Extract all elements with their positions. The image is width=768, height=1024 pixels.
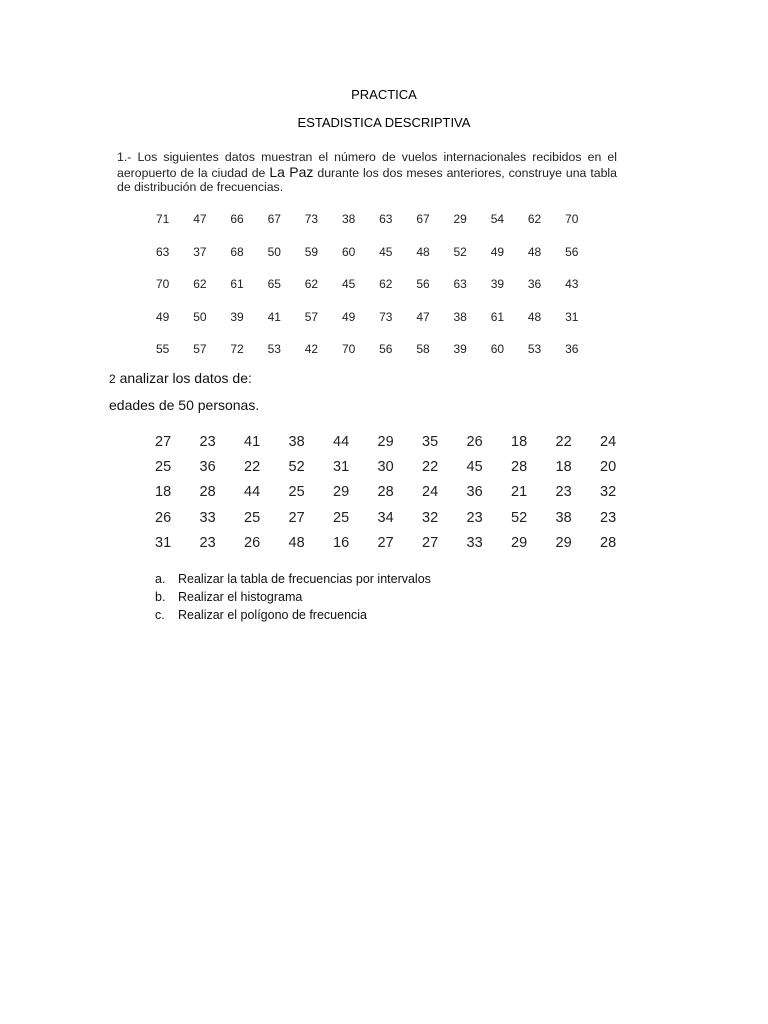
data-value-cell: 29 xyxy=(453,212,467,226)
data-value-cell: 61 xyxy=(230,277,244,292)
data-value-cell: 50 xyxy=(193,309,207,324)
data-value-cell: 48 xyxy=(416,244,430,259)
data-value-cell: 25 xyxy=(333,509,350,526)
task-item xyxy=(155,606,431,624)
data-value-cell: 48 xyxy=(288,534,305,551)
data-value-cell: 62 xyxy=(379,277,393,292)
task-marker: b. xyxy=(155,590,166,604)
data-value-cell: 27 xyxy=(288,509,305,526)
task-item xyxy=(155,588,431,606)
data-value-cell: 45 xyxy=(466,459,483,476)
data-value-cell: 38 xyxy=(453,309,467,324)
data-value-cell: 70 xyxy=(565,212,579,226)
data-value-cell: 70 xyxy=(341,342,356,357)
data-value-cell: 29 xyxy=(511,534,528,551)
data-value-cell: 35 xyxy=(422,434,439,450)
data-value-cell: 23 xyxy=(555,484,572,501)
data-value-cell: 72 xyxy=(230,342,244,357)
data-value-cell: 61 xyxy=(490,309,505,324)
data-value-cell: 23 xyxy=(199,434,216,450)
data-value-cell: 31 xyxy=(333,459,350,476)
data-value-cell: 58 xyxy=(416,342,430,357)
data-value-cell: 62 xyxy=(304,277,319,292)
data-value-cell: 22 xyxy=(555,434,572,450)
data-value-cell: 33 xyxy=(466,534,483,551)
task-marker: c. xyxy=(155,608,165,622)
data-value-cell: 44 xyxy=(333,434,350,450)
data-value-cell: 52 xyxy=(511,509,528,526)
data-value-cell: 45 xyxy=(341,277,356,292)
data-value-cell: 48 xyxy=(527,244,542,259)
task-item xyxy=(155,570,431,588)
data-value-cell: 39 xyxy=(490,277,505,292)
data-value-cell: 62 xyxy=(193,277,207,292)
data-value-cell: 23 xyxy=(199,534,216,551)
data-value-cell: 36 xyxy=(527,277,542,292)
data-value-cell: 71 xyxy=(156,212,170,226)
data-value-cell: 63 xyxy=(156,244,170,259)
data-value-cell: 24 xyxy=(422,484,439,501)
data-value-cell: 60 xyxy=(490,342,505,357)
exercise1-city: La Paz xyxy=(269,163,314,180)
data-value-cell: 41 xyxy=(267,309,281,324)
exercise2-subheading: edades de 50 personas. xyxy=(109,397,260,413)
data-value-cell: 63 xyxy=(453,277,467,292)
data-value-cell: 38 xyxy=(555,509,572,526)
data-value-cell: 57 xyxy=(304,309,319,324)
data-value-cell: 29 xyxy=(333,484,350,501)
data-value-cell: 49 xyxy=(341,309,356,324)
data-value-cell: 39 xyxy=(453,342,467,357)
data-value-cell: 50 xyxy=(267,244,281,259)
task-text: Realizar el polígono de frecuencia xyxy=(178,608,368,622)
data-value-cell: 67 xyxy=(267,212,281,226)
data-value-cell: 26 xyxy=(466,434,483,450)
task-text: Realizar el histograma xyxy=(178,590,303,604)
exercise2-task-list xyxy=(155,570,431,624)
data-value-cell: 24 xyxy=(600,434,617,450)
data-value-cell: 48 xyxy=(527,309,542,324)
data-value-cell: 47 xyxy=(416,309,430,324)
data-value-cell: 49 xyxy=(156,309,170,324)
data-value-cell: 25 xyxy=(155,459,172,476)
data-value-cell: 56 xyxy=(565,244,579,259)
task-text: Realizar la tabla de frecuencias por intervalos xyxy=(178,572,431,586)
data-value-cell: 56 xyxy=(379,342,393,357)
exercise2-line1: analizar los datos de: xyxy=(115,370,252,386)
task-marker: a. xyxy=(155,572,166,586)
exercise2-data-grid xyxy=(155,434,645,560)
exercise2-heading xyxy=(109,370,252,386)
data-value-cell: 27 xyxy=(155,434,172,450)
data-value-cell: 36 xyxy=(565,342,579,357)
data-value-cell: 18 xyxy=(511,434,528,450)
data-value-cell: 16 xyxy=(333,534,350,551)
data-value-cell: 23 xyxy=(466,509,483,526)
data-value-cell: 31 xyxy=(565,309,579,324)
data-value-cell: 41 xyxy=(244,434,261,450)
data-value-cell: 32 xyxy=(422,509,439,526)
data-value-cell: 53 xyxy=(527,342,542,357)
data-value-cell: 31 xyxy=(155,534,172,551)
data-value-cell: 39 xyxy=(230,309,244,324)
data-value-cell: 27 xyxy=(422,534,439,551)
data-value-cell: 28 xyxy=(511,459,528,476)
data-value-cell: 56 xyxy=(416,277,430,292)
data-value-cell: 70 xyxy=(156,277,170,292)
data-value-cell: 49 xyxy=(490,244,505,259)
data-value-cell: 63 xyxy=(379,212,393,226)
data-value-cell: 42 xyxy=(304,342,319,357)
data-value-cell: 28 xyxy=(600,534,617,551)
data-value-cell: 36 xyxy=(466,484,483,501)
data-value-cell: 54 xyxy=(490,212,505,226)
data-value-cell: 53 xyxy=(267,342,281,357)
data-value-cell: 38 xyxy=(288,434,305,450)
data-value-cell: 32 xyxy=(600,484,617,501)
data-value-cell: 62 xyxy=(527,212,542,226)
exercise2-number: 2 xyxy=(109,372,116,386)
data-value-cell: 22 xyxy=(244,459,261,476)
data-value-cell: 66 xyxy=(230,212,244,226)
data-value-cell: 26 xyxy=(155,509,172,526)
data-value-cell: 27 xyxy=(377,534,394,551)
data-value-cell: 21 xyxy=(511,484,528,501)
data-value-cell: 28 xyxy=(199,484,216,501)
data-value-cell: 52 xyxy=(453,244,467,259)
data-value-cell: 73 xyxy=(304,212,319,226)
data-value-cell: 29 xyxy=(555,534,572,551)
data-value-cell: 57 xyxy=(193,342,207,357)
data-value-cell: 55 xyxy=(156,342,170,357)
data-value-cell: 65 xyxy=(267,277,281,292)
data-value-cell: 23 xyxy=(600,509,617,526)
data-value-cell: 36 xyxy=(199,459,216,476)
exercise1-text-after: durante los dos meses anteriores, construye una tabla de distribución de frecuencias. xyxy=(117,165,617,194)
data-value-cell: 25 xyxy=(288,484,305,501)
document-subtitle: ESTADISTICA DESCRIPTIVA xyxy=(297,115,471,130)
data-value-cell: 68 xyxy=(230,244,244,259)
data-value-cell: 45 xyxy=(379,244,393,259)
data-value-cell: 60 xyxy=(341,244,356,259)
data-value-cell: 20 xyxy=(600,459,617,476)
data-value-cell: 22 xyxy=(422,459,439,476)
exercise1-data-grid xyxy=(156,212,602,375)
data-value-cell: 30 xyxy=(377,459,394,476)
data-value-cell: 73 xyxy=(379,309,393,324)
data-value-cell: 59 xyxy=(304,244,319,259)
data-value-cell: 25 xyxy=(244,509,261,526)
data-value-cell: 52 xyxy=(288,459,305,476)
exercise1-statement xyxy=(117,150,617,195)
data-value-cell: 37 xyxy=(193,244,207,259)
data-value-cell: 29 xyxy=(377,434,394,450)
data-value-cell: 33 xyxy=(199,509,216,526)
data-value-cell: 34 xyxy=(377,509,394,526)
data-value-cell: 38 xyxy=(341,212,356,226)
exercise1-text-before: 1.- Los siguientes datos muestran el número de vuelos internacionales recibidos en el aeropuerto de la ciudad de xyxy=(117,150,617,180)
data-value-cell: 18 xyxy=(155,484,172,501)
data-value-cell: 43 xyxy=(565,277,579,292)
data-value-cell: 26 xyxy=(244,534,261,551)
data-value-cell: 28 xyxy=(377,484,394,501)
data-value-cell: 44 xyxy=(244,484,261,501)
data-value-cell: 18 xyxy=(555,459,572,476)
data-value-cell: 67 xyxy=(416,212,430,226)
data-value-cell: 47 xyxy=(193,212,207,226)
document-title: PRACTICA xyxy=(351,87,417,102)
